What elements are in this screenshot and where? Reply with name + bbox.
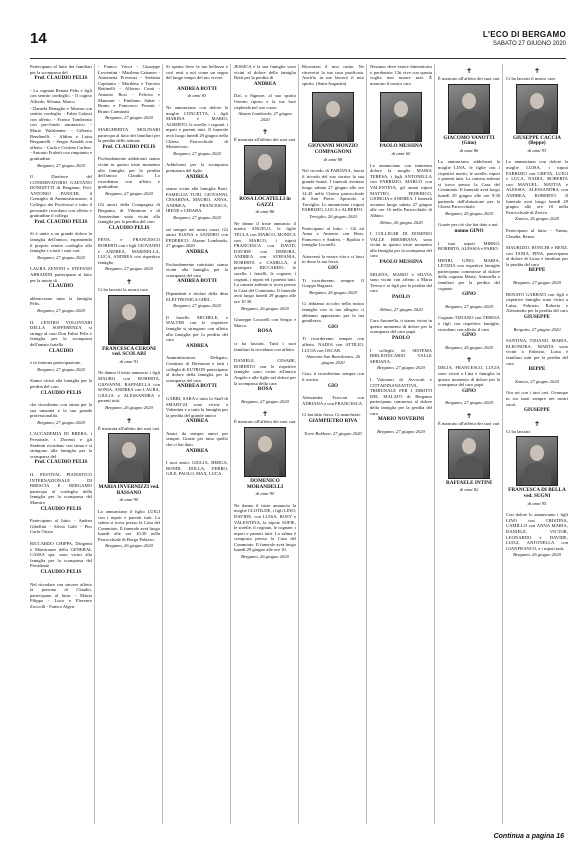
deceased-name: GIACOMO VANOTTI (Gino) — [443, 134, 495, 147]
notice-text: È mancato all'affetto dei suoi cari — [438, 76, 500, 81]
deceased-name: GIO — [327, 265, 339, 272]
notice-date: Bergamo, 27 giugno 2020 — [513, 280, 561, 286]
notice-date: Bergamo, 27 giugno 2020 — [37, 307, 85, 313]
obituary-notice — [98, 202, 160, 231]
obituary-notice — [234, 503, 296, 560]
obituary-notice — [302, 336, 364, 365]
notice-date: Bergamo, 27 giugno 2020 — [173, 150, 221, 156]
obituary-notice — [166, 105, 228, 156]
obituary-notice — [234, 358, 296, 393]
notice-date: Alzano Lombardo, 27 giugno 2020 — [238, 111, 292, 122]
obituary-notice — [302, 168, 364, 219]
notice-date: Bergamo, 27 giugno 2020 — [105, 190, 153, 196]
obituary-notice — [438, 345, 500, 351]
obituary-notice — [166, 186, 228, 221]
obituary-notice — [234, 341, 296, 352]
notice-text: Partecipano al lutto: - Andrea Gibellini - Silvia Galli - Pier Carlo Orizio — [30, 518, 92, 535]
notice-text: FENA e FRANCESCO ROBERTI con i figli GIOVANNI e ANDREA, MARINELLA, LUCA, ANDREA con rispettivo famiglie. — [98, 237, 160, 265]
notice-text: Grazie per ciò che hai dato a noi. — [438, 222, 499, 228]
obituary-notice — [438, 67, 500, 153]
obituary-notice — [98, 509, 160, 549]
obituary-notice — [30, 296, 92, 314]
notice-date: Bergamo, 26 giugno 2020 — [445, 210, 493, 216]
cross-icon: ✝ — [534, 419, 540, 428]
cross-icon: ✝ — [126, 278, 132, 286]
notice-text: Amministratore, Delegato, Comitato di Direzione e tutti i colleghi di EUTRON partecipano al dolore della famiglia per la scomparsa del caro — [166, 355, 228, 383]
notice-text: che ricordiamo con stima per la sua umanità e la sua grande professionalità. — [30, 402, 92, 419]
portrait-photo — [108, 433, 150, 483]
obituary-notice — [302, 412, 364, 424]
obituary-notice — [30, 518, 92, 535]
notice-date: Bergamo, 27 giugno 2020 — [37, 366, 85, 372]
column-4 — [234, 64, 299, 824]
deceased-name: Prof. CLAUDIO PELIS — [34, 218, 88, 225]
obituary-notice — [98, 64, 160, 121]
notice-date: Bergotto, 27 giugno 2020 — [513, 326, 561, 332]
portrait-photo — [516, 84, 558, 134]
obituary-notice — [98, 237, 160, 272]
deceased-name: GIO — [327, 382, 339, 389]
obituary-notice — [302, 64, 364, 86]
obituary-notice — [166, 227, 228, 256]
notice-text: Il Direttore del CONSERVATORIO GAETANO DONIZETTI di Bergamo, Prof. ANTONIO PANICHI, il Consiglio di Amministrazione, il Collegio dei Professori e tutto il personale ricordano con affetto e gratitudine il collega — [30, 174, 92, 219]
obituary-notice — [30, 231, 92, 260]
deceased-name: CLAUDIO PELIS — [40, 505, 82, 512]
obituary-notice — [30, 64, 92, 82]
deceased-name: ANDREA — [185, 173, 209, 180]
notice-date: Bergamo, 26 giugno 2020 — [445, 344, 493, 350]
obituary-notice — [30, 431, 92, 466]
obituary-notice — [166, 355, 228, 390]
notice-text: abbracciano tutta la famiglia Pelis. — [30, 295, 92, 307]
deceased-name: GIO — [327, 323, 339, 330]
notice-text: DELIA, FRANCESCO, LUCIA sono vicini a Lina e famiglia in questo momento di dolore per la scomparsa del caro papà — [438, 365, 500, 388]
column-3 — [166, 64, 231, 824]
deceased-name: ROSA — [257, 328, 273, 335]
notice-date: Torre Boldone, 27 giugno 2020 — [304, 430, 362, 436]
notice-text: HENRI, GINO, MARIA, LETIZIA con rispettive famiglie partecipano commosse al dolore della cognata Maria, Antonella e familiari per la perdita del cognato — [438, 257, 500, 291]
deceased-name: ANDREA — [185, 447, 209, 454]
obituary-notice — [166, 162, 228, 180]
deceased-name: MARIO NOVERINI — [377, 416, 425, 423]
notice-text: È mancato all'affetto dei suoi cari — [234, 419, 296, 425]
notice-text: Dal, o Signore, al suo spirito l'eterno riposo e la tua luce risplenda nel suo cuore. — [234, 93, 296, 110]
obituary-notice — [30, 378, 92, 396]
cross-icon: ✝ — [466, 67, 472, 75]
obituary-notice — [370, 64, 432, 86]
obituary-notice — [30, 88, 92, 168]
notice-text: LAURA ZENONI e STEFANO ABBADINI partecipano al lutto per la morte di — [30, 266, 92, 283]
deceased-name: ANDREA — [253, 80, 277, 87]
notice-text: siamo vicini alla famiglia Botti. FAMIGLIA TURI, GIOVANNI, CESARINA, MAURO, ANNA, ANDREA, FRANCESCA, IRENE e CHIARA. — [166, 186, 228, 214]
column-5 — [302, 64, 367, 824]
obituary-notice — [98, 156, 160, 196]
notice-date: Bergamo, 26 giugno 2020 — [105, 404, 153, 410]
notice-text: Partecipano al lutto: - Gli zii Anna e Antonio con Beas, Francesco e Andrea. - Rpolita e famiglia Locatelli. — [302, 225, 364, 248]
obituary-notice — [302, 371, 364, 389]
cross-icon: ✝ — [534, 67, 540, 75]
obituary-notice — [506, 280, 568, 286]
notice-text: Si è unito a un grande dolore la famiglia dell'amico, esprimendo il proprio sentito cordoglio alla famiglia e a tutti i suoi cari. — [30, 231, 92, 254]
notice-text: Profondamente rattristati siamo vicini alla famiglia per la scomparsa del caro — [166, 261, 228, 278]
obituary-notice — [438, 304, 500, 310]
notice-text: Partecipano al lutto dei familiari per la scomparsa del — [30, 64, 92, 75]
notice-text: MARGHERITA MOLINARI partecipa al lutto dei familiari per la perdita dello stimato — [98, 126, 160, 144]
notice-date: Bergamo, 27 giugno 2020 — [105, 266, 153, 272]
obituary-notice — [30, 174, 92, 225]
portrait-photo — [448, 429, 490, 479]
obituary-notice — [506, 245, 568, 274]
issue-date: SABATO 27 GIUGNO 2020 — [492, 41, 566, 47]
notice-text: Amici da sempre amici per sempre. Grazie per tutto quello che ci hai dato. — [166, 430, 228, 448]
deceased-name: GIAMPIETRO RIVA — [308, 417, 358, 424]
obituary-notice — [234, 317, 296, 335]
obituary-notice — [234, 128, 296, 214]
notice-text: Dipendenti e titolari della ditta ELETTRONICA GHEL. — [166, 291, 228, 302]
obituary-notice — [302, 395, 364, 406]
notice-date: di anni 88 — [323, 156, 343, 162]
obituary-notice — [370, 429, 432, 435]
portrait-photo — [108, 295, 150, 345]
notice-date: Bergamo, 26 giugno 2020 — [241, 305, 289, 311]
obituary-notice — [370, 272, 432, 301]
notice-date: Bergamo, 27 giugno 2020 — [173, 215, 221, 221]
deceased-name: CLAUDIO PELIS — [40, 568, 82, 575]
notice-date: di anni 60 — [391, 150, 411, 156]
notice-text: Cognato TIZIANO con TERESA e figli con rispettive famiglie, ricordano con affetto il caro — [438, 315, 500, 332]
notice-text: Ci ha lasciati la nostra cara — [98, 287, 148, 292]
deceased-name: ANDREA BOTTI — [177, 85, 217, 92]
column-1 — [30, 64, 95, 824]
obituary-notice — [438, 412, 500, 493]
notice-text: I colleghi di SISTEMA BIBLIOTECARIO VALLE SERIANA. — [370, 347, 432, 364]
obituary-notice — [30, 582, 92, 610]
notice-text: Il fratello MICHELE, e WALTER con le rispettive famiglie si stringono con affetto alla famiglia per la perdita del caro — [166, 314, 228, 343]
notice-date: Bergamo, 26 giugno 2020 — [513, 552, 561, 558]
notice-date: di anni 90 — [255, 491, 275, 497]
notice-text: Ci ha lasciati — [506, 428, 530, 434]
deceased-name: PAOLO MESSINA — [379, 143, 423, 150]
obituary-notice — [506, 390, 568, 413]
deceased-name: PAOLO MESSINA — [379, 259, 423, 266]
obituary-notice — [234, 399, 296, 405]
notice-text: e in fraterna partecipazione. — [30, 360, 82, 366]
notice-date: Bergamo, 26 giugno 2020 — [309, 289, 357, 295]
obituary-notice — [506, 327, 568, 333]
obituary-notice — [234, 93, 296, 122]
deceased-name: ANDREA — [185, 418, 209, 425]
notice-text: È mancato all'affetto dei suoi cari — [438, 420, 500, 426]
page-header — [30, 28, 566, 59]
obituary-notice — [166, 87, 228, 99]
notice-text: Ora sei con i tuoi cari. Ovunque tu sia sarai sempre nei nostri cuori. — [506, 390, 568, 407]
notice-date: Bergamo, 27 giugno 2020 — [377, 428, 425, 434]
notice-text: Giuseppe Locatelli con Sergio e Marco. — [234, 317, 296, 328]
notice-date: Zanica, 26 giugno 2020 — [515, 216, 559, 222]
notice-date: Treviglio, 26 giugno 2020 — [309, 213, 357, 219]
cross-icon: ✝ — [262, 128, 268, 137]
notice-date: Bergamo, 27 giugno 2020 — [173, 303, 221, 309]
deceased-name: MARIA INVERNIZZI ved. BASSANO — [98, 484, 160, 496]
deceased-name: GINO — [462, 387, 476, 394]
notice-text: Ci abbiamo accolto nella nostra famiglia con la tua allegria, ti abbiamo apprezzato per la tua gentilezza. — [302, 301, 364, 324]
obituary-notice — [302, 431, 364, 437]
obituary-notice — [166, 64, 228, 81]
obituary-notice — [302, 278, 364, 296]
notice-date: di anni 86 — [459, 147, 479, 153]
notice-text: - Franco Vacca - Giuseppe Lovrentini - Marilena Cattaneo - Antonietta Provenzi - Stefania Capitanio - Marilena e Tarcisio Bettinelli - Alfonso Conti - Antonio Bosi - Felicita e Mannoni - Emiliano Sabai - Bruno e Francesco Pesenti - Bruno Carminati — [98, 64, 160, 114]
notice-text: Addolorati per la scomparsa prematura del figlio — [166, 162, 228, 173]
notice-text: sei sempre nei nostri cuori. Gli amici ELENA e SANDRO con FEDERICO. Alzano Lombardo, 27 giugno 2020 — [166, 226, 228, 249]
obituary-notice — [370, 231, 432, 266]
notice-text: JESSICA e la sua famiglia sono vicini al dolore della famiglia Botti per la perdita di — [234, 64, 296, 81]
obituary-notice — [234, 410, 296, 496]
notice-text: Ti ricorderemo sempre con affetto. NADIA con ATTILIO, LUCIA con OSCAR. — [302, 336, 364, 353]
notice-text: Ne annunciano con dolore la moglie CONCETTA, i figli MARINA e MARIO, ALBERTO, le sorelle, i cognati, i nipoti e parenti tutti. Il funerale avrà luogo lunedì 29 giugno nella Chiesa Parrocchiale di Monterosso. — [166, 104, 228, 150]
notice-text: Lo annunciano addolorati la moglie LINA, le figlie con i rispettivi mariti, le sorelle, nipoti e parenti tutti. La camera ardente si trova presso la Casa del Commiato. Il funerale avrà luogo lunedì 29 giugno alle ore 9.30 partendo dall'abitazione per la Chiesa Parrocchiale. — [438, 159, 500, 210]
obituary-notice — [370, 307, 432, 313]
obituary-notice — [506, 420, 568, 506]
portrait-photo — [516, 436, 558, 486]
obituary-notice — [506, 159, 568, 222]
deceased-name: CLAUDIO PELIS — [40, 389, 82, 396]
notice-date: Bergamo, 27 giugno 2020 — [37, 162, 85, 168]
notice-text: DANIELE, CESARE, ROBERTO con le rispettive famiglie sono vicini all'amico Angelo e alle figlie nel dolore per la scomparsa della cara — [234, 358, 296, 386]
column-7 — [438, 64, 503, 824]
obituary-notice — [234, 64, 296, 87]
notice-text: - Daniela Benaglio e Marina con sentito cordoglio. - Fabio Galassi con affetto. - Franco Tomberato con pro-fondo rammarico. - Mario Walsbenter. - Gilberto Bendinelli. - Aldino e Luisa Bergamelli. - Sergio Arnaldi con affetto. - Carla e Cristina Carlino. - Antonio Fraletti con rimpianto e gratitudine. — [30, 105, 92, 161]
deceased-name: Prof. CLAUDIO PELIS — [34, 75, 88, 82]
notice-text: Ne danno il triste annuncio il marito ANGELO, le figlie TECLA con MARCO, MONICA con MARCO, i nipoti FRANCESCA con DAVID, DAVIDE con DEBORA, ANDREA con STEFANIA, ROBERTA e CAMILLA, il pronipote RICCARDO, le sorelle, i fratelli, le cognate, i cognati, i nipoti ed i parenti tutti. La camera ardente si trova presso la Casa del Commiato. Il funerale avrà luogo lunedì 29 giugno alle ore 10.30. — [234, 220, 296, 305]
obituary-notice — [370, 318, 432, 341]
obituary-notice — [506, 379, 568, 385]
obituary-columns — [30, 64, 570, 824]
notice-text: È mancata all'affetto dei suoi cari — [234, 137, 296, 143]
notice-date: Bergamo, 26 giugno 2020 — [105, 543, 153, 549]
notice-text: Gli amici della Compagnia di Bergamo, di Vilminore e di Amsterdam sono vicini alla famiglia per la perdita del caro — [98, 202, 160, 225]
notice-text: Nessuno deve essere dimenticato o perdonato; Chi vive con questa voglia non muore mai. È mancato il nostro caro — [370, 64, 432, 86]
obituary-notice — [438, 315, 500, 338]
notice-text: Ne danno il triste annuncio la moglie CLOTILDE, i figli LINO, DAVIDE, con LUISA, ROSY e VALENTINA, la nipote SOFIE, le sorelle, il cognato, le cognate, i nipoti e parenti tutti. La salma è composta presso la Casa del Commiato. Il funerale avrà luogo lunedì 29 giugno alle ore 10. — [234, 502, 297, 553]
notice-text: Ciao, ti ricorderemo sempre con il sorriso. — [302, 371, 364, 382]
notice-text: IL FESTIVAL PIANISTICO INTERNAZIONALE DI BRESCIA E BERGAMO partecipa al cordoglio della famiglia per la scomparsa del Maestro — [30, 472, 92, 505]
deceased-name: ANDREA — [185, 249, 209, 256]
notice-text: Ne danno il triste annuncio i figli MAURO con ROBERTA, GIOVANNI, RAFFAELLA con SONIA, ANDREA con LAURA, GIULIA e ALESSANDRA e parenti tutti. — [98, 370, 160, 404]
obituary-notice — [98, 127, 160, 150]
deceased-name: PAOLO — [391, 294, 411, 301]
obituary-notice — [166, 262, 228, 285]
deceased-name: ANDREA BOTTI — [177, 278, 217, 285]
notice-date: Albino, 26 giugno 2020 — [379, 219, 423, 225]
obituary-notice — [30, 402, 92, 425]
notice-text: Ci hai dato forza. Ci mancherai. — [302, 412, 361, 418]
notice-text: SANTINA, TIZIANO, MARIA, ELEONORA, MARTA sono vicini a Fabrizio, Luisa e familiari tutti per la perdita del caro — [506, 338, 568, 366]
deceased-name: ROSA — [257, 386, 273, 393]
notice-text: Lo annunciano con dolore la moglie LUISA, i nipoti FABRIZIO con GRETA, LUIGI e LUCA, NADIA, ROBERTA con MANUEL, MATTIA e ALESSIA, ALESSANDRA con ANDREA, ROBERTO. Il funerale avrà luogo lunedì 29 giugno alle ore 10 nella Parrocchiale di Zerivo. — [506, 159, 568, 215]
notice-text: Ti ricorderemo sempre. Il Gruppo Ragazzi. — [302, 277, 364, 289]
notice-text: Con dolore lo annunciano i figli LINO con CRISTINA, CAMILLO con ANNA MARIA, DANIELE, VICTOR, LEONARDO e DAVIDE, LUIGI, ANTONELLA con GIANFRANCO, e i nipoti tutti. — [506, 512, 568, 551]
obituary-notice — [30, 266, 92, 289]
cross-icon: ✝ — [262, 410, 268, 419]
deceased-name: GIUSEPPE — [524, 314, 550, 321]
deceased-name: BEPPE — [528, 366, 546, 373]
obituary-notice — [370, 92, 432, 156]
deceased-name: GIUSEPPE CACCIA (Beppe) — [513, 134, 561, 147]
obituary-notice — [506, 338, 568, 373]
portrait-photo — [312, 92, 354, 142]
cross-icon: ✝ — [126, 416, 132, 425]
obituary-notice — [30, 472, 92, 512]
obituary-notice — [438, 356, 500, 394]
obituary-notice — [438, 222, 500, 234]
obituary-notice — [370, 377, 432, 423]
obituary-notice — [166, 431, 228, 454]
deceased-name: GINO — [462, 332, 476, 339]
notice-text: È mancata all'affetto dei suoi cari — [98, 425, 160, 431]
deceased-name: Prof. CLAUDIO PELIS — [102, 143, 156, 150]
notice-text: Partecipano al lutto: - Vanna, Claudia, Renzo — [506, 227, 568, 239]
notice-date: Bergamo, 27 giugno 2020 — [37, 254, 85, 260]
deceased-name: BEPPE — [528, 267, 546, 274]
obituary-notice — [30, 320, 92, 355]
notice-text: I tuoi nipoti MIRKO, ROBERTO, ALESSIA e FABIO. — [438, 240, 500, 252]
notice-text: Attraversi la nostra vita e ci lasci in dono la tua forza. — [302, 253, 364, 265]
notice-text: RENATO GARBATI con figli e rispettive famiglie sono vicini a Luisa, Fabrizio, Roberta e Alessandro per la perdita del caro — [506, 291, 568, 314]
column-6 — [370, 64, 435, 824]
deceased-name: CLAUDIO — [48, 283, 74, 290]
portrait-photo — [448, 84, 490, 134]
continue-note: Continua a pagina 16 — [493, 833, 564, 840]
notice-text: RICCARDO CHIPPA, Dirigenti e Maestranze della GENERAL CASSA spa, sono vicini alla famiglia per la scomparsa del Presidente — [30, 540, 92, 569]
obituary-notice — [438, 400, 500, 406]
column-2 — [98, 64, 163, 824]
obituary-notice — [506, 512, 568, 558]
obituary-notice — [302, 301, 364, 330]
notice-text: GABRI, SARA e tutto lo Staff di SMART-24 sono vicine a Valentina e a tutta la famiglia per la perdita del grande amico — [166, 395, 228, 418]
notice-text: MAURIZIO, RONCHI e BENZ, con TANIA, PINA, partecipano al dolore di Luisa e familiari per la perdita del caro — [506, 245, 568, 267]
notice-date: Bergamo, 27 giugno 2020 — [241, 398, 289, 404]
deceased-name: ANDREA — [185, 342, 209, 349]
notice-text: Ritornerai il mio canto. Ne ritroverai la tua casa purificata. Anch'io in me lascerò il mio spirito. (Saint Augustin) — [302, 64, 364, 86]
notice-date: Bergamo, 27 giugno 2020 — [377, 365, 425, 371]
notice-text: Cara Antonella, ti siamo vicini in questo momento di dolore per la scomparsa del caro papà. — [370, 318, 432, 335]
deceased-name: FRANCESCA CERONI ved. SCOLARI — [102, 345, 156, 358]
obituary-notice — [234, 221, 296, 312]
obituary-notice — [506, 292, 568, 321]
column-8 — [506, 64, 570, 824]
obituary-notice — [166, 315, 228, 350]
notice-date: di anni 83 — [187, 93, 207, 99]
obituary-notice — [438, 258, 500, 298]
notice-text: Nel ricordare con sincero affetto la persona di Claudio, partecipano al lutto: - Mattia Pilippa - Luca e Florence Zoccolli - Franco Algeri — [30, 581, 92, 609]
notice-text: I COLLEGHI DI DOMINIO VALLE BREMBANA sono vicini in questo triste momento alla famiglia per la scomparsa del caro — [370, 231, 432, 259]
obituary-notice — [438, 159, 500, 216]
notice-text: Ci ha lasciati il nostro caro — [506, 76, 556, 81]
page-number: 14 — [30, 30, 47, 47]
notice-text: MILENA, MARIO e SILVIA sono vicini con affetto a Maria Teresa e ai figli per la perdita del caro — [370, 271, 432, 294]
deceased-name: ANDREA BOTTI — [177, 383, 217, 390]
obituary-notice — [302, 226, 364, 248]
obituary-notice — [506, 67, 568, 153]
deceased-name: CLAUDIO — [48, 347, 74, 354]
obituary-notice — [166, 460, 228, 477]
notice-text: - La cognata Renata Pelis e figli con sentito cordoglio. - Il cugino Alfredo, Silvana, Marco. — [30, 87, 92, 104]
notice-text: Profondamente addolorati siamo vicini in questo triste momento alla famiglia per la perdita dell'amico Claudio. Lo ricordiamo con affetto e gratitudine. — [98, 156, 160, 190]
cross-icon: ✝ — [466, 411, 472, 420]
deceased-name: PAOLO — [391, 335, 411, 341]
obituary-notice — [370, 348, 432, 371]
notice-text: I Volontari di Avvocati e CITTADINANZATTIVA, TRIBUNALE PER I DIRITTI DEL MALATO di Bergamo partecipano commossi al dolore della famiglia per la perdita del caro — [370, 376, 432, 416]
notice-text: ci ha lasciati. Tutti i suoi familiari la ricordano con affetto. — [234, 341, 296, 352]
notice-date: di anni 86 — [255, 209, 275, 215]
notice-date: Zanica, 27 giugno 2020 — [515, 378, 559, 384]
obituary-notice — [30, 541, 92, 576]
obituary-notice — [370, 163, 432, 226]
notice-date: Albino, 27 giugno 2020 — [379, 306, 423, 312]
obituary-notice — [302, 254, 364, 272]
deceased-name: RAFFAELE INTINI — [446, 479, 492, 486]
notice-text: Lo annunciano il figlio LUIGI con i nipoti e parenti tutti. La salma si trova presso la Casa del Commiato. Il funerale avrà luogo lunedì alle ore 10.30 nella Parrocchiale di Borgo Palazzo. — [98, 508, 160, 542]
obituary-notice — [98, 417, 160, 503]
notice-date: Bergamo, 27 giugno 2020 — [105, 115, 153, 121]
notice-text: Alessandra Fraccari con ADRIANA e con FRANCESCA. — [302, 395, 364, 406]
notice-text: Si spenta lieve la tua bellezza e così resti a noi come un segno del lungo tempo del tuo vivere. — [166, 64, 228, 81]
notice-date: di anni 93 — [527, 147, 547, 153]
notice-date: di anni 82 — [459, 487, 479, 493]
portrait-photo — [244, 145, 286, 195]
obituary-notice — [98, 370, 160, 410]
notice-date: Bergamo, 27 giugno 2020 — [445, 400, 493, 406]
notice-date: di anni 90 — [119, 497, 139, 503]
obituary-notice — [166, 396, 228, 425]
notice-text: Nel ricordo di FABIANA, lascia il ricordo del suo sorriso la sua grande bontà. I funerali avranno luogo sabato 27 giugno alle ore 14.45 nella Chiesa parrocchiale di San Pietro Apostolo a Treviglio. Lo annunciano i nipoti FABRIZIO, LUCA e ALBERTO. — [302, 168, 364, 213]
deceased-name: CLAUDIO PELIS — [108, 224, 150, 231]
portrait-photo — [380, 92, 422, 142]
obituary-notice — [98, 278, 160, 364]
notice-date: Almenno San Bartolomeo, 26 giugno 2020 — [305, 354, 361, 365]
newspaper-title: L'ECO DI BERGAMO — [482, 30, 566, 39]
obituary-notice — [438, 241, 500, 252]
obituary-notice — [166, 291, 228, 309]
notice-date: di anni 91 — [119, 358, 139, 364]
notice-date: di anni 95 — [527, 500, 547, 506]
notice-text: Lo annunciano con immenso dolore la moglie MARIA TERESA, i figli ANTONELLA con FABRIZIO, MARCO con VALENTINA, gli amati nipoti MATTEO, FEDERICO, GIORGIA e ANDREA. I funerali avranno luogo sabato 27 giugno alle ore 16 nella Parrocchiale di Albino. — [370, 162, 432, 218]
obituary-notice — [506, 228, 568, 239]
portrait-photo — [244, 427, 286, 477]
notice-text: I tuoi amici GIULIA, BERGA, BONDI, DOLLA, FERRO, GILE, PAOLO, MAX, LUCA. — [166, 460, 228, 477]
deceased-name: GIUSEPPE — [524, 407, 550, 414]
obituary-notice — [30, 360, 92, 372]
deceased-name: Prof. CLAUDIO PELIS — [34, 459, 88, 466]
notice-text: Siamo vicini alla famiglia per la perdita del caro — [30, 378, 92, 389]
deceased-name: ROSA LOCATELLI in GAZZI — [239, 195, 291, 208]
deceased-name: nonno GINO — [454, 227, 484, 234]
deceased-name: GINO — [462, 291, 476, 298]
notice-text: IL CENTRO VOLONTARI DELLA SOFFERENZA si stringe al caro Don Fabio Pelis e famiglia per la scomparsa dell'amato fratello — [30, 319, 92, 347]
cross-icon: ✝ — [466, 356, 472, 365]
obituary-notice — [302, 92, 364, 162]
deceased-name: GIOVANNI MONZIO COMPAGNONI — [308, 143, 358, 155]
notice-text: L'ACCADEMIA DI BRERA, i Personale, i Docenti e gli Studenti ricordano con stima e si stringono alla famiglia per la scomparsa del — [30, 431, 92, 459]
deceased-name: DOMENICO MORANDELLI — [246, 477, 284, 490]
deceased-name: FRANCESCA DI BELLA ved. SUGNI — [508, 487, 566, 499]
notice-date: Bergamo, 27 giugno 2020 — [445, 303, 493, 309]
notice-date: Bergamo, 26 giugno 2020 — [241, 554, 289, 560]
notice-date: Bergamo, 27 giugno 2020 — [37, 419, 85, 425]
